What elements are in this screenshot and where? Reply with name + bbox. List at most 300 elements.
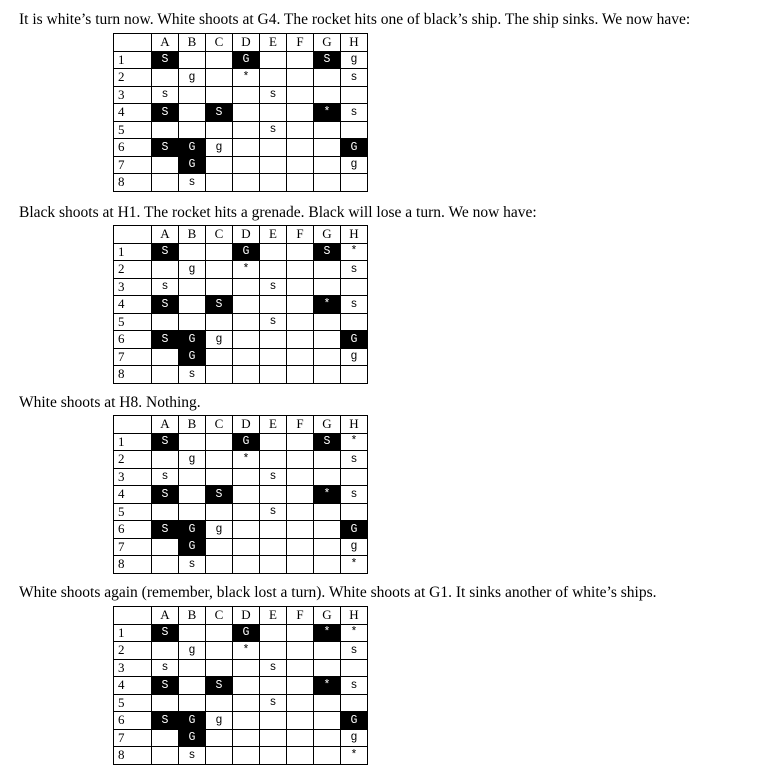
board-cell [206,174,233,192]
board-cell [287,174,314,192]
row-header: 7 [114,729,152,747]
board-cell [179,243,206,261]
board-cell: G [179,139,206,157]
row-header: 1 [114,624,152,642]
paragraph: White shoots at H8. Nothing. [19,394,201,411]
row-header: 3 [114,278,152,296]
board-cell [206,642,233,660]
board-cell [287,296,314,314]
column-header: G [314,34,341,52]
column-header: G [314,607,341,625]
board-cell [314,156,341,174]
board-cell [179,121,206,139]
board-cell [233,348,260,366]
board-cell [152,556,179,574]
board-cell [341,313,368,331]
column-header: D [233,607,260,625]
board-row [114,503,368,521]
board-cell [314,729,341,747]
board-cell: S [206,677,233,695]
board-cell [314,642,341,660]
board-cell [287,348,314,366]
board-cell [206,451,233,469]
board-cell: * [233,642,260,660]
column-header: D [233,416,260,434]
board-cell [233,156,260,174]
board-cell [314,521,341,539]
corner-cell [114,607,152,625]
board-cell: S [152,712,179,730]
board-cell [233,556,260,574]
board-cell: * [341,243,368,261]
board-cell: s [152,659,179,677]
board-row [114,121,368,139]
board-cell [314,468,341,486]
board-cell: g [341,51,368,69]
board-row [114,694,368,712]
board-cell: * [314,104,341,122]
board-cell [233,521,260,539]
board-row [114,104,368,122]
board-cell [233,278,260,296]
board-cell [287,521,314,539]
board-row [114,51,368,69]
board-row [114,243,368,261]
board-cell: * [341,556,368,574]
board-cell [179,433,206,451]
board-cell [233,538,260,556]
column-header: G [314,226,341,244]
board-cell [233,729,260,747]
board-cell [152,747,179,765]
board-cell [179,86,206,104]
game-board [113,225,368,384]
board-cell [152,69,179,87]
board-cell: s [260,86,287,104]
board-cell: S [152,433,179,451]
board-cell [206,313,233,331]
row-header: 3 [114,86,152,104]
board-cell: g [179,69,206,87]
column-header: E [260,226,287,244]
board-cell [341,468,368,486]
board-cell: * [233,261,260,279]
column-header: C [206,226,233,244]
board-row [114,486,368,504]
board-cell: S [206,296,233,314]
row-header: 4 [114,486,152,504]
board-cell [314,69,341,87]
board-cell [314,538,341,556]
board-cell [206,624,233,642]
board-cell [314,712,341,730]
board-row [114,729,368,747]
board-cell [179,486,206,504]
board-cell: s [260,313,287,331]
board-cell [233,313,260,331]
row-header: 6 [114,139,152,157]
board-cell [179,624,206,642]
board-cell [287,624,314,642]
board-cell [260,729,287,747]
board-cell [179,313,206,331]
row-header: 8 [114,556,152,574]
board-cell: g [179,642,206,660]
row-header: 8 [114,747,152,765]
board-row [114,139,368,157]
board-cell: S [152,624,179,642]
row-header: 3 [114,468,152,486]
board-cell: S [152,243,179,261]
board-cell [206,747,233,765]
board-cell [287,313,314,331]
row-header: 8 [114,366,152,384]
board-cell: * [233,69,260,87]
board-cell [206,366,233,384]
row-header: 2 [114,261,152,279]
board-cell: s [179,747,206,765]
board-cell [179,468,206,486]
row-header: 2 [114,451,152,469]
board-cell: * [341,747,368,765]
board-cell [206,51,233,69]
board-cell [287,503,314,521]
board-cell [152,451,179,469]
board-cell [260,642,287,660]
board-row [114,261,368,279]
board-cell [233,104,260,122]
board-cell [314,694,341,712]
board-cell: G [179,331,206,349]
board-cell [152,348,179,366]
board-cell [233,86,260,104]
board-cell [260,486,287,504]
board-cell [287,139,314,157]
board-cell: S [152,104,179,122]
column-header: A [152,416,179,434]
row-header: 6 [114,521,152,539]
board-row [114,86,368,104]
board-row [114,156,368,174]
column-header: B [179,607,206,625]
board-cell: * [341,433,368,451]
board-cell [152,261,179,279]
board-cell [287,712,314,730]
board-cell: G [179,521,206,539]
board-cell [233,712,260,730]
board-cell: s [260,121,287,139]
board-cell: G [233,433,260,451]
board-cell [341,86,368,104]
board-cell: s [179,556,206,574]
board-cell: s [260,468,287,486]
row-header: 3 [114,659,152,677]
board-cell: * [341,624,368,642]
board-cell: G [341,521,368,539]
board-cell [206,694,233,712]
row-header: 1 [114,243,152,261]
board-cell [287,86,314,104]
board-cell [152,503,179,521]
column-header: A [152,34,179,52]
board-cell: s [341,486,368,504]
board-cell: G [179,156,206,174]
column-header: C [206,34,233,52]
board-cell: * [314,296,341,314]
board-cell: s [341,677,368,695]
column-header: F [287,416,314,434]
board-row [114,677,368,695]
board-cell: s [341,296,368,314]
board-cell [260,156,287,174]
board-cell [287,451,314,469]
board-row [114,278,368,296]
board-cell [233,677,260,695]
board-cell [260,712,287,730]
column-header: B [179,416,206,434]
board-cell: g [341,729,368,747]
board-cell [287,556,314,574]
board-cell: g [206,331,233,349]
board-cell: G [341,331,368,349]
column-header: D [233,34,260,52]
board-cell: s [152,278,179,296]
board-cell: G [179,712,206,730]
column-header: F [287,607,314,625]
column-header: E [260,607,287,625]
board-cell [179,659,206,677]
board-cell [179,104,206,122]
board-row [114,747,368,765]
board-cell: S [314,243,341,261]
board-cell [260,747,287,765]
board-cell [260,69,287,87]
board-row [114,712,368,730]
board-cell [233,747,260,765]
board-cell [206,278,233,296]
board-cell [260,433,287,451]
board-cell [314,331,341,349]
board-cell: g [206,139,233,157]
board-cell [287,433,314,451]
corner-cell [114,416,152,434]
board-row [114,451,368,469]
board-row [114,366,368,384]
column-header: E [260,416,287,434]
column-header: H [341,607,368,625]
board-row [114,468,368,486]
board-cell [206,538,233,556]
board-cell: S [206,486,233,504]
board-cell [341,366,368,384]
board-cell [314,503,341,521]
board-cell [341,278,368,296]
corner-cell [114,34,152,52]
board-cell [260,51,287,69]
board-cell [260,139,287,157]
board-cell: g [341,156,368,174]
board-cell: s [179,366,206,384]
board-cell [287,366,314,384]
board-cell [314,366,341,384]
board-cell: * [233,451,260,469]
board-cell: s [341,104,368,122]
board-cell [206,729,233,747]
board-cell [152,156,179,174]
row-header: 7 [114,156,152,174]
board-cell [314,659,341,677]
paragraph: White shoots again (remember, black lost a turn). White shoots at G1. It sinks another of white’s ships. [19,584,657,601]
board-cell [206,156,233,174]
board-cell [206,503,233,521]
board-cell: S [152,296,179,314]
board-cell [233,694,260,712]
board-row [114,69,368,87]
board-cell [233,121,260,139]
row-header: 5 [114,694,152,712]
board-cell: * [314,624,341,642]
board-cell [260,556,287,574]
board-cell [206,348,233,366]
board-cell [314,747,341,765]
board-cell: S [152,521,179,539]
board-cell [341,174,368,192]
board-cell [260,331,287,349]
board-cell [233,174,260,192]
column-header: B [179,34,206,52]
row-header: 8 [114,174,152,192]
board-cell: S [152,139,179,157]
board-cell: G [179,348,206,366]
board-row [114,521,368,539]
row-header: 7 [114,348,152,366]
board-cell [341,503,368,521]
board-cell [206,261,233,279]
board-cell [233,468,260,486]
board-cell: G [179,729,206,747]
board-cell [152,729,179,747]
paragraph: It is white’s turn now. White shoots at G4. The rocket hits one of black’s ship. The ship sinks. We now have: [19,11,691,28]
column-header: A [152,607,179,625]
board-cell: S [314,433,341,451]
board-cell [341,694,368,712]
board-cell [152,538,179,556]
row-header: 1 [114,51,152,69]
board-cell [206,69,233,87]
row-header: 4 [114,104,152,122]
board-cell: S [152,331,179,349]
board-row [114,659,368,677]
board-cell [179,694,206,712]
board-cell [287,468,314,486]
board-cell [152,313,179,331]
board-cell: g [179,261,206,279]
column-header: C [206,416,233,434]
board-cell [287,659,314,677]
board-cell: s [152,468,179,486]
row-header: 5 [114,313,152,331]
board-cell: g [179,451,206,469]
board-cell [152,366,179,384]
game-board [113,415,368,574]
column-header: H [341,416,368,434]
row-header: 7 [114,538,152,556]
board-cell [152,642,179,660]
board-cell [287,69,314,87]
row-header: 2 [114,642,152,660]
row-header: 4 [114,296,152,314]
board-cell [287,729,314,747]
board-cell [260,677,287,695]
board-cell [260,104,287,122]
board-cell [206,433,233,451]
board-row [114,556,368,574]
column-header: D [233,226,260,244]
row-header: 5 [114,121,152,139]
column-header: F [287,34,314,52]
board-cell [314,86,341,104]
board-cell: s [260,278,287,296]
column-header: H [341,34,368,52]
board-cell [287,642,314,660]
board-cell: g [341,348,368,366]
board-cell: * [314,486,341,504]
board-cell: S [206,104,233,122]
board-cell [287,694,314,712]
board-cell [287,243,314,261]
board-cell [233,486,260,504]
board-row [114,331,368,349]
board-cell [287,747,314,765]
board-cell [314,174,341,192]
board-row [114,348,368,366]
board-cell: g [206,521,233,539]
row-header: 6 [114,331,152,349]
board-cell [260,624,287,642]
column-header: F [287,226,314,244]
board-cell [260,451,287,469]
board-row [114,313,368,331]
board-cell: G [341,139,368,157]
board-cell [206,243,233,261]
board-row [114,433,368,451]
board-cell [179,278,206,296]
board-cell: G [341,712,368,730]
paragraph: Black shoots at H1. The rocket hits a grenade. Black will lose a turn. We now have: [19,204,537,221]
row-header: 1 [114,433,152,451]
column-header: G [314,416,341,434]
board-cell [287,51,314,69]
column-header: H [341,226,368,244]
board-cell [287,121,314,139]
board-cell: G [179,538,206,556]
board-cell [233,366,260,384]
board-cell [152,121,179,139]
board-cell: g [206,712,233,730]
board-cell [341,121,368,139]
board-cell: s [179,174,206,192]
board-cell [341,659,368,677]
board-cell [260,366,287,384]
board-cell: s [341,451,368,469]
board-cell: s [260,503,287,521]
board-cell: s [341,261,368,279]
board-cell [314,348,341,366]
board-cell: S [152,677,179,695]
board-cell: s [260,694,287,712]
game-board [113,33,368,192]
board-cell [287,331,314,349]
